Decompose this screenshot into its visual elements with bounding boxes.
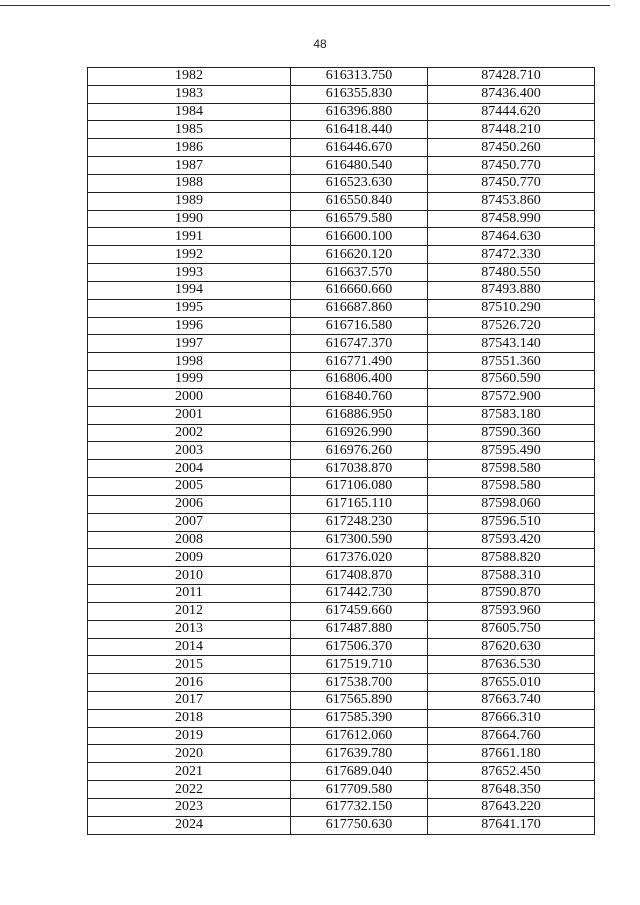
table-row <box>88 495 595 513</box>
table-row <box>88 531 595 549</box>
table-row <box>88 299 595 317</box>
table-row <box>88 335 595 353</box>
value-a-cell: 616418.440 <box>291 121 428 139</box>
table-row <box>88 798 595 816</box>
value-a-cell: 617165.110 <box>291 495 428 513</box>
value-a-cell: 617300.590 <box>291 531 428 549</box>
value-b-cell: 87588.310 <box>428 567 595 585</box>
value-b-cell: 87666.310 <box>428 709 595 727</box>
table-row <box>88 68 595 86</box>
year-cell: 2008 <box>88 531 291 549</box>
value-a-cell: 617408.870 <box>291 567 428 585</box>
value-b-cell: 87588.820 <box>428 549 595 567</box>
value-b-cell: 87643.220 <box>428 798 595 816</box>
value-b-cell: 87480.550 <box>428 264 595 282</box>
value-a-cell: 617519.710 <box>291 656 428 674</box>
page-number: 48 <box>313 37 327 51</box>
table-row <box>88 656 595 674</box>
year-cell: 2020 <box>88 745 291 763</box>
value-a-cell: 616840.760 <box>291 388 428 406</box>
table-row <box>88 174 595 192</box>
year-cell: 2014 <box>88 638 291 656</box>
value-a-cell: 617639.780 <box>291 745 428 763</box>
table-row <box>88 192 595 210</box>
table-row <box>88 85 595 103</box>
table-row <box>88 442 595 460</box>
value-b-cell: 87472.330 <box>428 246 595 264</box>
year-cell: 1987 <box>88 157 291 175</box>
value-a-cell: 617459.660 <box>291 602 428 620</box>
table-row <box>88 478 595 496</box>
value-a-cell: 617106.080 <box>291 478 428 496</box>
value-b-cell: 87551.360 <box>428 353 595 371</box>
table-row <box>88 763 595 781</box>
value-b-cell: 87598.580 <box>428 478 595 496</box>
value-a-cell: 617376.020 <box>291 549 428 567</box>
value-b-cell: 87664.760 <box>428 727 595 745</box>
value-b-cell: 87448.210 <box>428 121 595 139</box>
value-a-cell: 616396.880 <box>291 103 428 121</box>
value-b-cell: 87583.180 <box>428 406 595 424</box>
value-b-cell: 87655.010 <box>428 674 595 692</box>
table-row <box>88 620 595 638</box>
value-a-cell: 617585.390 <box>291 709 428 727</box>
year-cell: 2013 <box>88 620 291 638</box>
value-b-cell: 87543.140 <box>428 335 595 353</box>
year-cell: 1982 <box>88 68 291 86</box>
value-a-cell: 616313.750 <box>291 68 428 86</box>
value-b-cell: 87590.870 <box>428 585 595 603</box>
table-row <box>88 781 595 799</box>
table-body <box>88 68 595 835</box>
table-row <box>88 388 595 406</box>
value-a-cell: 616480.540 <box>291 157 428 175</box>
year-cell: 2007 <box>88 513 291 531</box>
value-a-cell: 617038.870 <box>291 460 428 478</box>
value-a-cell: 616771.490 <box>291 353 428 371</box>
value-b-cell: 87450.260 <box>428 139 595 157</box>
table-row <box>88 549 595 567</box>
year-cell: 1990 <box>88 210 291 228</box>
value-b-cell: 87444.620 <box>428 103 595 121</box>
table-row <box>88 691 595 709</box>
table-row <box>88 585 595 603</box>
value-a-cell: 616550.840 <box>291 192 428 210</box>
year-cell: 1993 <box>88 264 291 282</box>
year-cell: 2002 <box>88 424 291 442</box>
value-b-cell: 87464.630 <box>428 228 595 246</box>
value-a-cell: 617612.060 <box>291 727 428 745</box>
value-b-cell: 87590.360 <box>428 424 595 442</box>
table-row <box>88 745 595 763</box>
value-a-cell: 617487.880 <box>291 620 428 638</box>
year-cell: 1994 <box>88 281 291 299</box>
value-a-cell: 617709.580 <box>291 781 428 799</box>
year-cell: 2005 <box>88 478 291 496</box>
year-cell: 1998 <box>88 353 291 371</box>
data-table <box>87 67 595 835</box>
value-b-cell: 87453.860 <box>428 192 595 210</box>
year-cell: 2010 <box>88 567 291 585</box>
table-row <box>88 674 595 692</box>
table-row <box>88 264 595 282</box>
year-cell: 2021 <box>88 763 291 781</box>
table-row <box>88 513 595 531</box>
value-b-cell: 87648.350 <box>428 781 595 799</box>
year-cell: 2015 <box>88 656 291 674</box>
value-a-cell: 616716.580 <box>291 317 428 335</box>
year-cell: 1999 <box>88 371 291 389</box>
value-a-cell: 616620.120 <box>291 246 428 264</box>
value-b-cell: 87652.450 <box>428 763 595 781</box>
value-a-cell: 617506.370 <box>291 638 428 656</box>
table-row <box>88 406 595 424</box>
year-cell: 2022 <box>88 781 291 799</box>
table-row <box>88 353 595 371</box>
year-cell: 2001 <box>88 406 291 424</box>
year-cell: 2024 <box>88 816 291 834</box>
table-row <box>88 157 595 175</box>
table-row <box>88 727 595 745</box>
value-b-cell: 87450.770 <box>428 157 595 175</box>
year-cell: 2009 <box>88 549 291 567</box>
value-a-cell: 617750.630 <box>291 816 428 834</box>
year-cell: 2016 <box>88 674 291 692</box>
value-a-cell: 617248.230 <box>291 513 428 531</box>
table-row <box>88 424 595 442</box>
value-a-cell: 616355.830 <box>291 85 428 103</box>
year-cell: 2003 <box>88 442 291 460</box>
table-row <box>88 281 595 299</box>
value-b-cell: 87510.290 <box>428 299 595 317</box>
top-rule <box>0 5 610 6</box>
value-b-cell: 87428.710 <box>428 68 595 86</box>
year-cell: 1991 <box>88 228 291 246</box>
table-row <box>88 139 595 157</box>
value-a-cell: 616886.950 <box>291 406 428 424</box>
value-a-cell: 617565.890 <box>291 691 428 709</box>
value-b-cell: 87661.180 <box>428 745 595 763</box>
year-cell: 1984 <box>88 103 291 121</box>
value-b-cell: 87596.510 <box>428 513 595 531</box>
year-cell: 1995 <box>88 299 291 317</box>
value-b-cell: 87620.630 <box>428 638 595 656</box>
value-a-cell: 616660.660 <box>291 281 428 299</box>
year-cell: 2018 <box>88 709 291 727</box>
value-b-cell: 87572.900 <box>428 388 595 406</box>
value-b-cell: 87560.590 <box>428 371 595 389</box>
value-a-cell: 617732.150 <box>291 798 428 816</box>
value-a-cell: 616600.100 <box>291 228 428 246</box>
value-a-cell: 616523.630 <box>291 174 428 192</box>
table-row <box>88 371 595 389</box>
value-b-cell: 87450.770 <box>428 174 595 192</box>
value-b-cell: 87663.740 <box>428 691 595 709</box>
value-a-cell: 616637.570 <box>291 264 428 282</box>
value-a-cell: 616806.400 <box>291 371 428 389</box>
value-a-cell: 616976.260 <box>291 442 428 460</box>
year-cell: 2000 <box>88 388 291 406</box>
year-cell: 2011 <box>88 585 291 603</box>
table-row <box>88 460 595 478</box>
table-row <box>88 709 595 727</box>
value-b-cell: 87593.420 <box>428 531 595 549</box>
year-cell: 1989 <box>88 192 291 210</box>
value-a-cell: 616446.670 <box>291 139 428 157</box>
value-b-cell: 87593.960 <box>428 602 595 620</box>
value-b-cell: 87493.880 <box>428 281 595 299</box>
value-a-cell: 616926.990 <box>291 424 428 442</box>
value-b-cell: 87641.170 <box>428 816 595 834</box>
table-row <box>88 121 595 139</box>
year-cell: 2012 <box>88 602 291 620</box>
value-b-cell: 87605.750 <box>428 620 595 638</box>
year-cell: 2004 <box>88 460 291 478</box>
table-row <box>88 816 595 834</box>
table-row <box>88 228 595 246</box>
value-a-cell: 616687.860 <box>291 299 428 317</box>
year-cell: 1985 <box>88 121 291 139</box>
year-cell: 1986 <box>88 139 291 157</box>
year-cell: 1992 <box>88 246 291 264</box>
value-a-cell: 616747.370 <box>291 335 428 353</box>
table-row <box>88 638 595 656</box>
table-row <box>88 210 595 228</box>
table-row <box>88 317 595 335</box>
value-a-cell: 617442.730 <box>291 585 428 603</box>
value-b-cell: 87458.990 <box>428 210 595 228</box>
year-cell: 2006 <box>88 495 291 513</box>
value-b-cell: 87598.060 <box>428 495 595 513</box>
year-cell: 1988 <box>88 174 291 192</box>
table-row <box>88 103 595 121</box>
year-cell: 1996 <box>88 317 291 335</box>
year-cell: 1997 <box>88 335 291 353</box>
table-row <box>88 246 595 264</box>
value-b-cell: 87436.400 <box>428 85 595 103</box>
value-b-cell: 87526.720 <box>428 317 595 335</box>
year-cell: 2017 <box>88 691 291 709</box>
value-b-cell: 87598.580 <box>428 460 595 478</box>
value-b-cell: 87636.530 <box>428 656 595 674</box>
value-a-cell: 617538.700 <box>291 674 428 692</box>
table-row <box>88 567 595 585</box>
value-a-cell: 617689.040 <box>291 763 428 781</box>
year-cell: 1983 <box>88 85 291 103</box>
value-a-cell: 616579.580 <box>291 210 428 228</box>
year-cell: 2023 <box>88 798 291 816</box>
year-cell: 2019 <box>88 727 291 745</box>
value-b-cell: 87595.490 <box>428 442 595 460</box>
table-row <box>88 602 595 620</box>
